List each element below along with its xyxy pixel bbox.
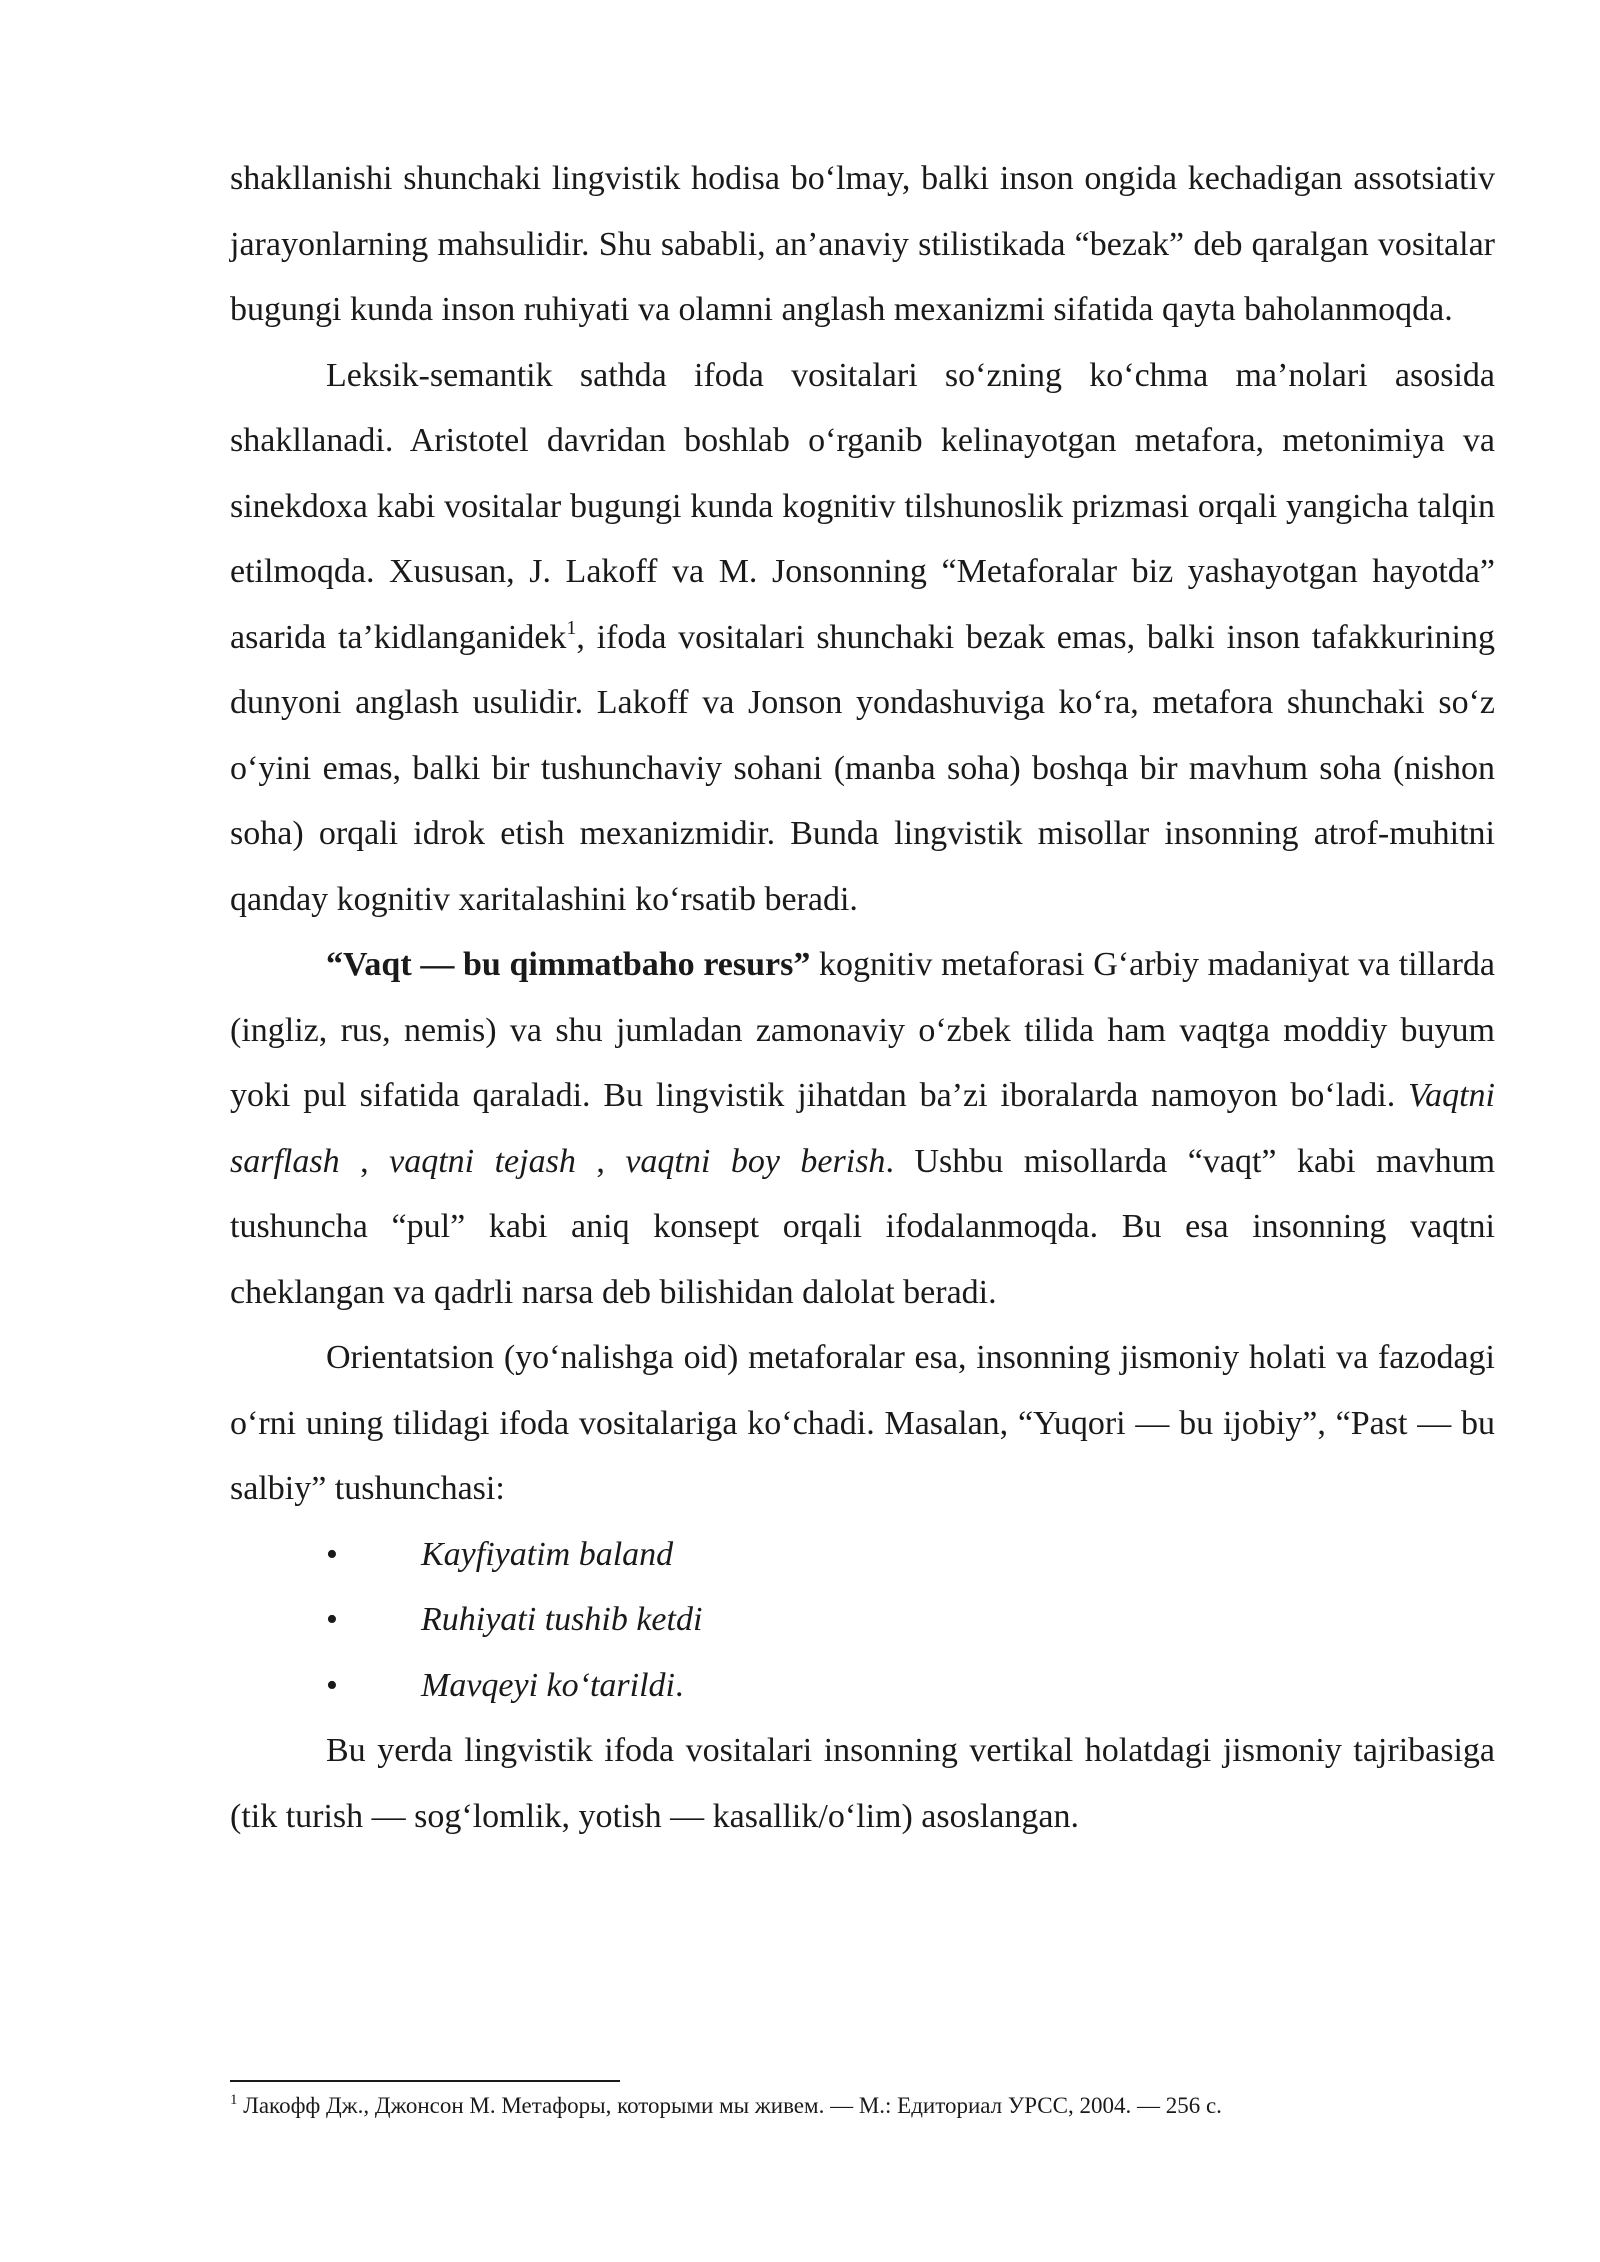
footnote <box>230 2090 1495 2122</box>
list-item-text: Kayfiyatim baland <box>421 1535 674 1573</box>
list-item-text: Mavqeyi ko‘tarildi <box>421 1666 675 1704</box>
footnote-text: Лакофф Дж., Джонсон М. Метафоры, которыми мы живем. — М.: Едиториал УРСС, 2004. — 256 с. <box>237 2093 1222 2118</box>
example-list <box>230 1522 1495 1719</box>
list-item <box>230 1653 1495 1719</box>
example-phrase: Vaqtni sarflash <box>230 1077 1495 1180</box>
list-item-text: Ruhiyati tushib ketdi <box>421 1601 703 1638</box>
paragraph-time-metaphor <box>230 932 1495 1325</box>
body-text <box>230 146 1495 1849</box>
footnote-separator <box>230 2080 620 2082</box>
paragraph-lexical-semantic <box>230 343 1495 933</box>
paragraph-text: . Ushbu misollarda “vaqt” kabi mavhum tushuncha “pul” kabi aniq konsept orqali ifodalanmoqda. Bu esa insonning vaqtni cheklangan va qadrli narsa deb bilishidan dalolat beradi. <box>230 1142 1496 1311</box>
footnote-number: 1 <box>230 2092 238 2108</box>
separator: , <box>339 1142 390 1180</box>
paragraph-orientational: Orientatsion (yo‘nalishga oid) metaforalar esa, insonning jismoniy holati va fazodagi o‘rni uning tilidagi ifoda vositalariga ko‘chadi. Masalan, “Yuqori — bu ijobiy”, “Past — bu salbiy” tushunchasi: <box>230 1339 1495 1507</box>
bullet-icon: • <box>326 1601 338 1638</box>
paragraph-text: kognitiv metaforasi G‘arbiy madaniyat va tillarda (ingliz, rus, nemis) va shu jumladan zamonaviy o‘zbek tilida ham vaqtga moddiy buyum yoki pul sifatida qaraladi. Bu lingvistik jihatdan ba’zi iboralarda namoyon bo‘ladi. <box>230 946 1495 1114</box>
bullet-icon: • <box>326 1535 338 1573</box>
separator: , <box>575 1142 626 1180</box>
paragraph-conclusion: Bu yerda lingvistik ifoda vositalari insonning vertikal holatdagi jismoniy tajribasiga (tik turish — sog‘lomlik, yotish — kasallik/o‘lim) asoslangan. <box>230 1732 1495 1835</box>
metaphor-title: “Vaqt — bu qimmatbaho resurs” <box>326 946 811 983</box>
list-item <box>230 1587 1495 1653</box>
bullet-icon: • <box>326 1666 338 1704</box>
paragraph-text: Leksik-semantik sathda ifoda vositalari so‘zning ko‘chma ma’nolari asosida shakllanadi. Aristotel davridan boshlab o‘rganib kelinayotgan metafora, metonimiya va sinekdoxa kabi vositalar bugungi kunda kognitiv tilshunoslik prizmasi orqali yangicha talqin etilmoqda. Xususan, J. Lakoff va M. Jonsonning “Metaforalar biz yashayotgan hayotda” asarida ta’kidlanganidek <box>230 356 1495 656</box>
example-phrase: vaqtni boy berish <box>625 1142 886 1180</box>
example-phrase: vaqtni tejash <box>389 1142 576 1180</box>
paragraph-continuation: shakllanishi shunchaki lingvistik hodisa bo‘lmay, balki inson ongida kechadigan assotsiativ jarayonlarning mahsulidir. Shu sababli, an’anaviy stilistikada “bezak” deb qaralgan vositalar bugungi kunda inson ruhiyati va olamni anglash mexanizmi sifatida qayta baholanmoqda. <box>230 160 1495 328</box>
list-item-punctuation: . <box>674 1666 684 1704</box>
paragraph-text: , ifoda vositalari shunchaki bezak emas, balki inson tafakkurining dunyoni anglash usulidir. Lakoff va Jonson yondashuviga ko‘ra, metafora shunchaki so‘z o‘yini emas, balki bir tushunchaviy sohani (manba soha) boshqa bir mavhum soha (nishon soha) orqali idrok etish mexanizmidir. Bunda lingvistik misollar insonning atrof-muhitni qanday kognitiv xaritalashini ko‘rsatib beradi. <box>230 618 1495 918</box>
list-item <box>230 1522 1495 1588</box>
footnote-reference[interactable]: 1 <box>566 616 577 639</box>
